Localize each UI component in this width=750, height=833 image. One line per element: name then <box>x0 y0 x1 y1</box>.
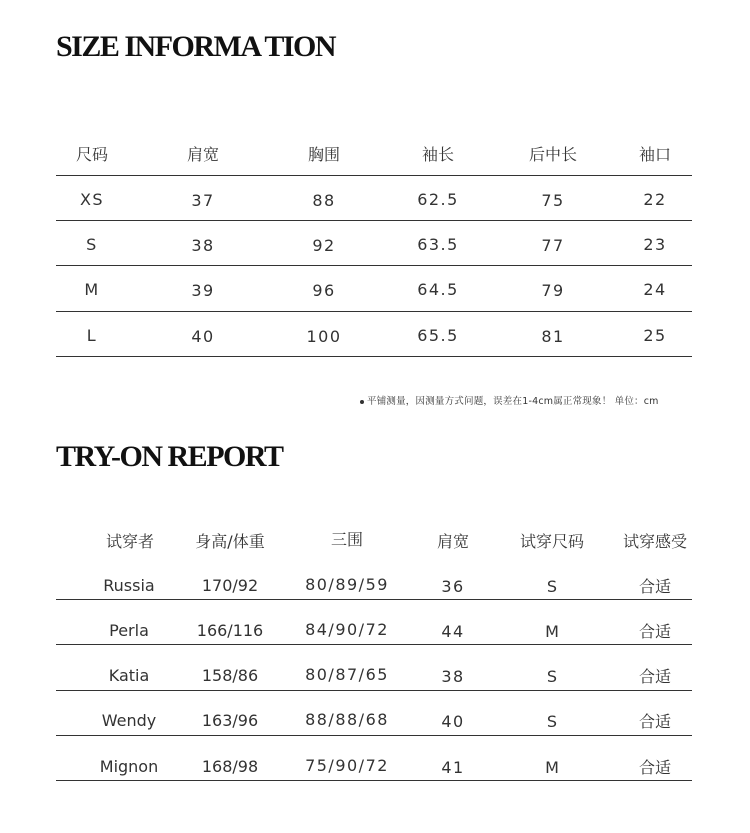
shoulder-cell: 36 <box>441 577 465 596</box>
measurements-cell: 75/90/72 <box>305 756 389 775</box>
fit-feeling-cell: 合适 <box>638 622 672 641</box>
tester-name: Wendy <box>101 711 157 730</box>
shoulder-cell: 37 <box>191 191 215 210</box>
height-weight-cell: 158/86 <box>201 666 259 685</box>
tried-size-cell: S <box>546 712 558 731</box>
table-rule <box>56 735 692 736</box>
header-fit-feeling: 试穿感受 <box>622 532 688 551</box>
height-weight-cell: 163/96 <box>201 711 259 730</box>
header-measurements: 三围 <box>330 530 364 549</box>
table-rule <box>56 599 692 600</box>
sleeve-length-cell: 65.5 <box>417 326 459 345</box>
sleeve-length-cell: 63.5 <box>417 235 459 254</box>
size-cell: L <box>86 326 98 345</box>
cuff-cell: 22 <box>643 190 667 209</box>
shoulder-cell: 38 <box>441 667 465 686</box>
header-sleeve-length: 袖长 <box>421 145 455 164</box>
fit-feeling-cell: 合适 <box>638 667 672 686</box>
tester-name: Perla <box>109 621 149 640</box>
header-back-length: 后中长 <box>528 145 578 164</box>
header-tried-size: 试穿尺码 <box>519 532 585 551</box>
size-table <box>56 140 692 360</box>
tester-name: Russia <box>103 576 155 595</box>
try-on-table <box>56 525 692 785</box>
cuff-cell: 25 <box>643 326 667 345</box>
header-shoulder: 肩宽 <box>436 532 470 551</box>
table-rule <box>56 220 692 221</box>
chest-cell: 100 <box>306 327 342 346</box>
header-tester: 试穿者 <box>105 532 155 551</box>
height-weight-cell: 166/116 <box>196 621 264 640</box>
shoulder-cell: 39 <box>191 281 215 300</box>
size-cell: M <box>84 280 100 299</box>
cuff-cell: 23 <box>643 235 667 254</box>
table-rule <box>56 265 692 266</box>
sleeve-length-cell: 64.5 <box>417 280 459 299</box>
tester-name: Mignon <box>99 757 159 776</box>
header-size: 尺码 <box>75 145 109 164</box>
shoulder-cell: 44 <box>441 622 465 641</box>
tried-size-cell: S <box>546 577 558 596</box>
size-cell: XS <box>79 190 105 209</box>
fit-feeling-cell: 合适 <box>638 712 672 731</box>
tried-size-cell: M <box>545 758 559 777</box>
header-shoulder: 肩宽 <box>186 145 220 164</box>
back-length-cell: 77 <box>541 236 565 255</box>
height-weight-cell: 170/92 <box>201 576 259 595</box>
fit-feeling-cell: 合适 <box>638 577 672 596</box>
table-rule <box>56 175 692 176</box>
shoulder-cell: 40 <box>191 327 215 346</box>
cuff-cell: 24 <box>643 280 667 299</box>
header-chest: 胸围 <box>307 145 341 164</box>
tried-size-cell: S <box>546 667 558 686</box>
back-length-cell: 81 <box>541 327 565 346</box>
measurement-note-text: 平铺测量，因测量方式问题，误差在1-4cm属正常现象！ 单位：cm <box>367 396 659 407</box>
chest-cell: 96 <box>312 281 336 300</box>
back-length-cell: 79 <box>541 281 565 300</box>
shoulder-cell: 41 <box>441 758 465 777</box>
measurements-cell: 84/90/72 <box>305 620 389 639</box>
chest-cell: 92 <box>312 236 336 255</box>
shoulder-cell: 38 <box>191 236 215 255</box>
size-information-title: SIZE INFORMA TION <box>56 30 336 63</box>
tester-name: Katia <box>108 666 150 685</box>
bullet-icon <box>360 400 364 404</box>
table-rule <box>56 690 692 691</box>
header-cuff: 袖口 <box>638 145 672 164</box>
try-on-report-title: TRY-ON REPORT <box>56 440 283 473</box>
table-rule <box>56 780 692 781</box>
header-height-weight: 身高/体重 <box>195 532 265 551</box>
shoulder-cell: 40 <box>441 712 465 731</box>
measurements-cell: 88/88/68 <box>305 710 389 729</box>
measurements-cell: 80/87/65 <box>305 665 389 684</box>
chest-cell: 88 <box>312 191 336 210</box>
tried-size-cell: M <box>545 622 559 641</box>
measurement-note <box>360 393 659 407</box>
table-rule <box>56 311 692 312</box>
back-length-cell: 75 <box>541 191 565 210</box>
fit-feeling-cell: 合适 <box>638 758 672 777</box>
sleeve-length-cell: 62.5 <box>417 190 459 209</box>
measurements-cell: 80/89/59 <box>305 575 389 594</box>
table-rule <box>56 356 692 357</box>
size-cell: S <box>86 235 98 254</box>
table-rule <box>56 644 692 645</box>
height-weight-cell: 168/98 <box>201 757 259 776</box>
